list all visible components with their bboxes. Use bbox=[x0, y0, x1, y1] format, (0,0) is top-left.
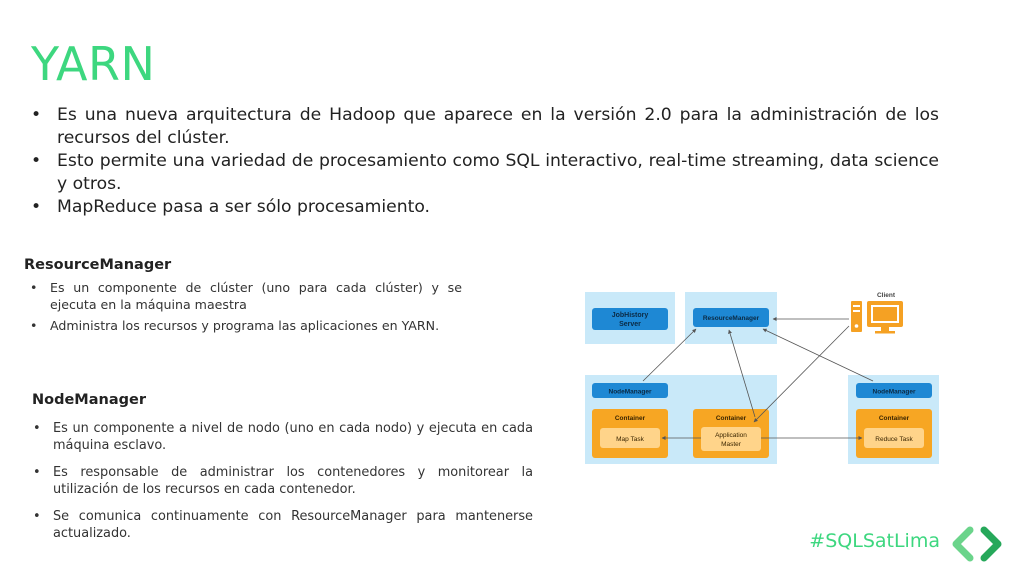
arrow-nm-to-rm bbox=[763, 329, 873, 381]
list-item: • Es un componente de clúster (uno para cada clúster) y se ejecuta en la máquina maestra bbox=[30, 280, 462, 313]
resourcemanager-label: ResourceManager bbox=[702, 315, 760, 322]
list-item: • Administra los recursos y programa las aplicaciones en YARN. bbox=[30, 318, 462, 335]
bullet-item: • MapReduce pasa a ser sólo procesamiento. bbox=[31, 196, 939, 219]
bullet-item: • Es una nueva arquitectura de Hadoop que aparece en la versión 2.0 para la administración de los recursos del clúster. bbox=[31, 104, 939, 150]
application-master-label: Application bbox=[715, 432, 747, 439]
jobhistory-label-2: Server bbox=[619, 321, 641, 328]
container-label: Container bbox=[614, 415, 646, 422]
main-bullet-list bbox=[31, 104, 939, 219]
nodemanager-heading: NodeManager bbox=[32, 392, 146, 408]
client-label: Client bbox=[876, 292, 896, 299]
nodemanager-label: NodeManager bbox=[608, 388, 652, 396]
nodemanager-label: NodeManager bbox=[872, 388, 916, 396]
list-item: • Es responsable de administrar los contenedores y monitorear la utilización de los recursos en cada contenedor. bbox=[33, 465, 533, 498]
container-label: Container bbox=[715, 415, 747, 422]
jobhistory-label: JobHistory bbox=[611, 312, 649, 319]
nodemanager-list bbox=[33, 421, 533, 553]
reduce-task-label: Reduce Task bbox=[875, 436, 913, 443]
page-title: YARN bbox=[31, 37, 156, 91]
map-task-label: Map Task bbox=[616, 436, 644, 443]
container-label: Container bbox=[878, 415, 910, 422]
bullet-item: • Esto permite una variedad de procesamiento como SQL interactivo, real-time streaming, data science y otros. bbox=[31, 150, 939, 196]
resourcemanager-list bbox=[30, 280, 462, 340]
resourcemanager-heading: ResourceManager bbox=[24, 257, 172, 273]
hashtag-link[interactable]: #SQLSatLima bbox=[809, 530, 940, 552]
list-item: • Es un componente a nivel de nodo (uno en cada nodo) y ejecuta en cada máquina esclavo. bbox=[33, 421, 533, 454]
yarn-architecture-diagram bbox=[583, 286, 941, 468]
list-item: • Se comunica continuamente con ResourceManager para mantenerse actualizado. bbox=[33, 509, 533, 542]
application-master-label-2: Master bbox=[721, 441, 741, 448]
sqlsaturday-logo-icon bbox=[948, 524, 1010, 564]
client-computer-icon bbox=[851, 301, 903, 334]
